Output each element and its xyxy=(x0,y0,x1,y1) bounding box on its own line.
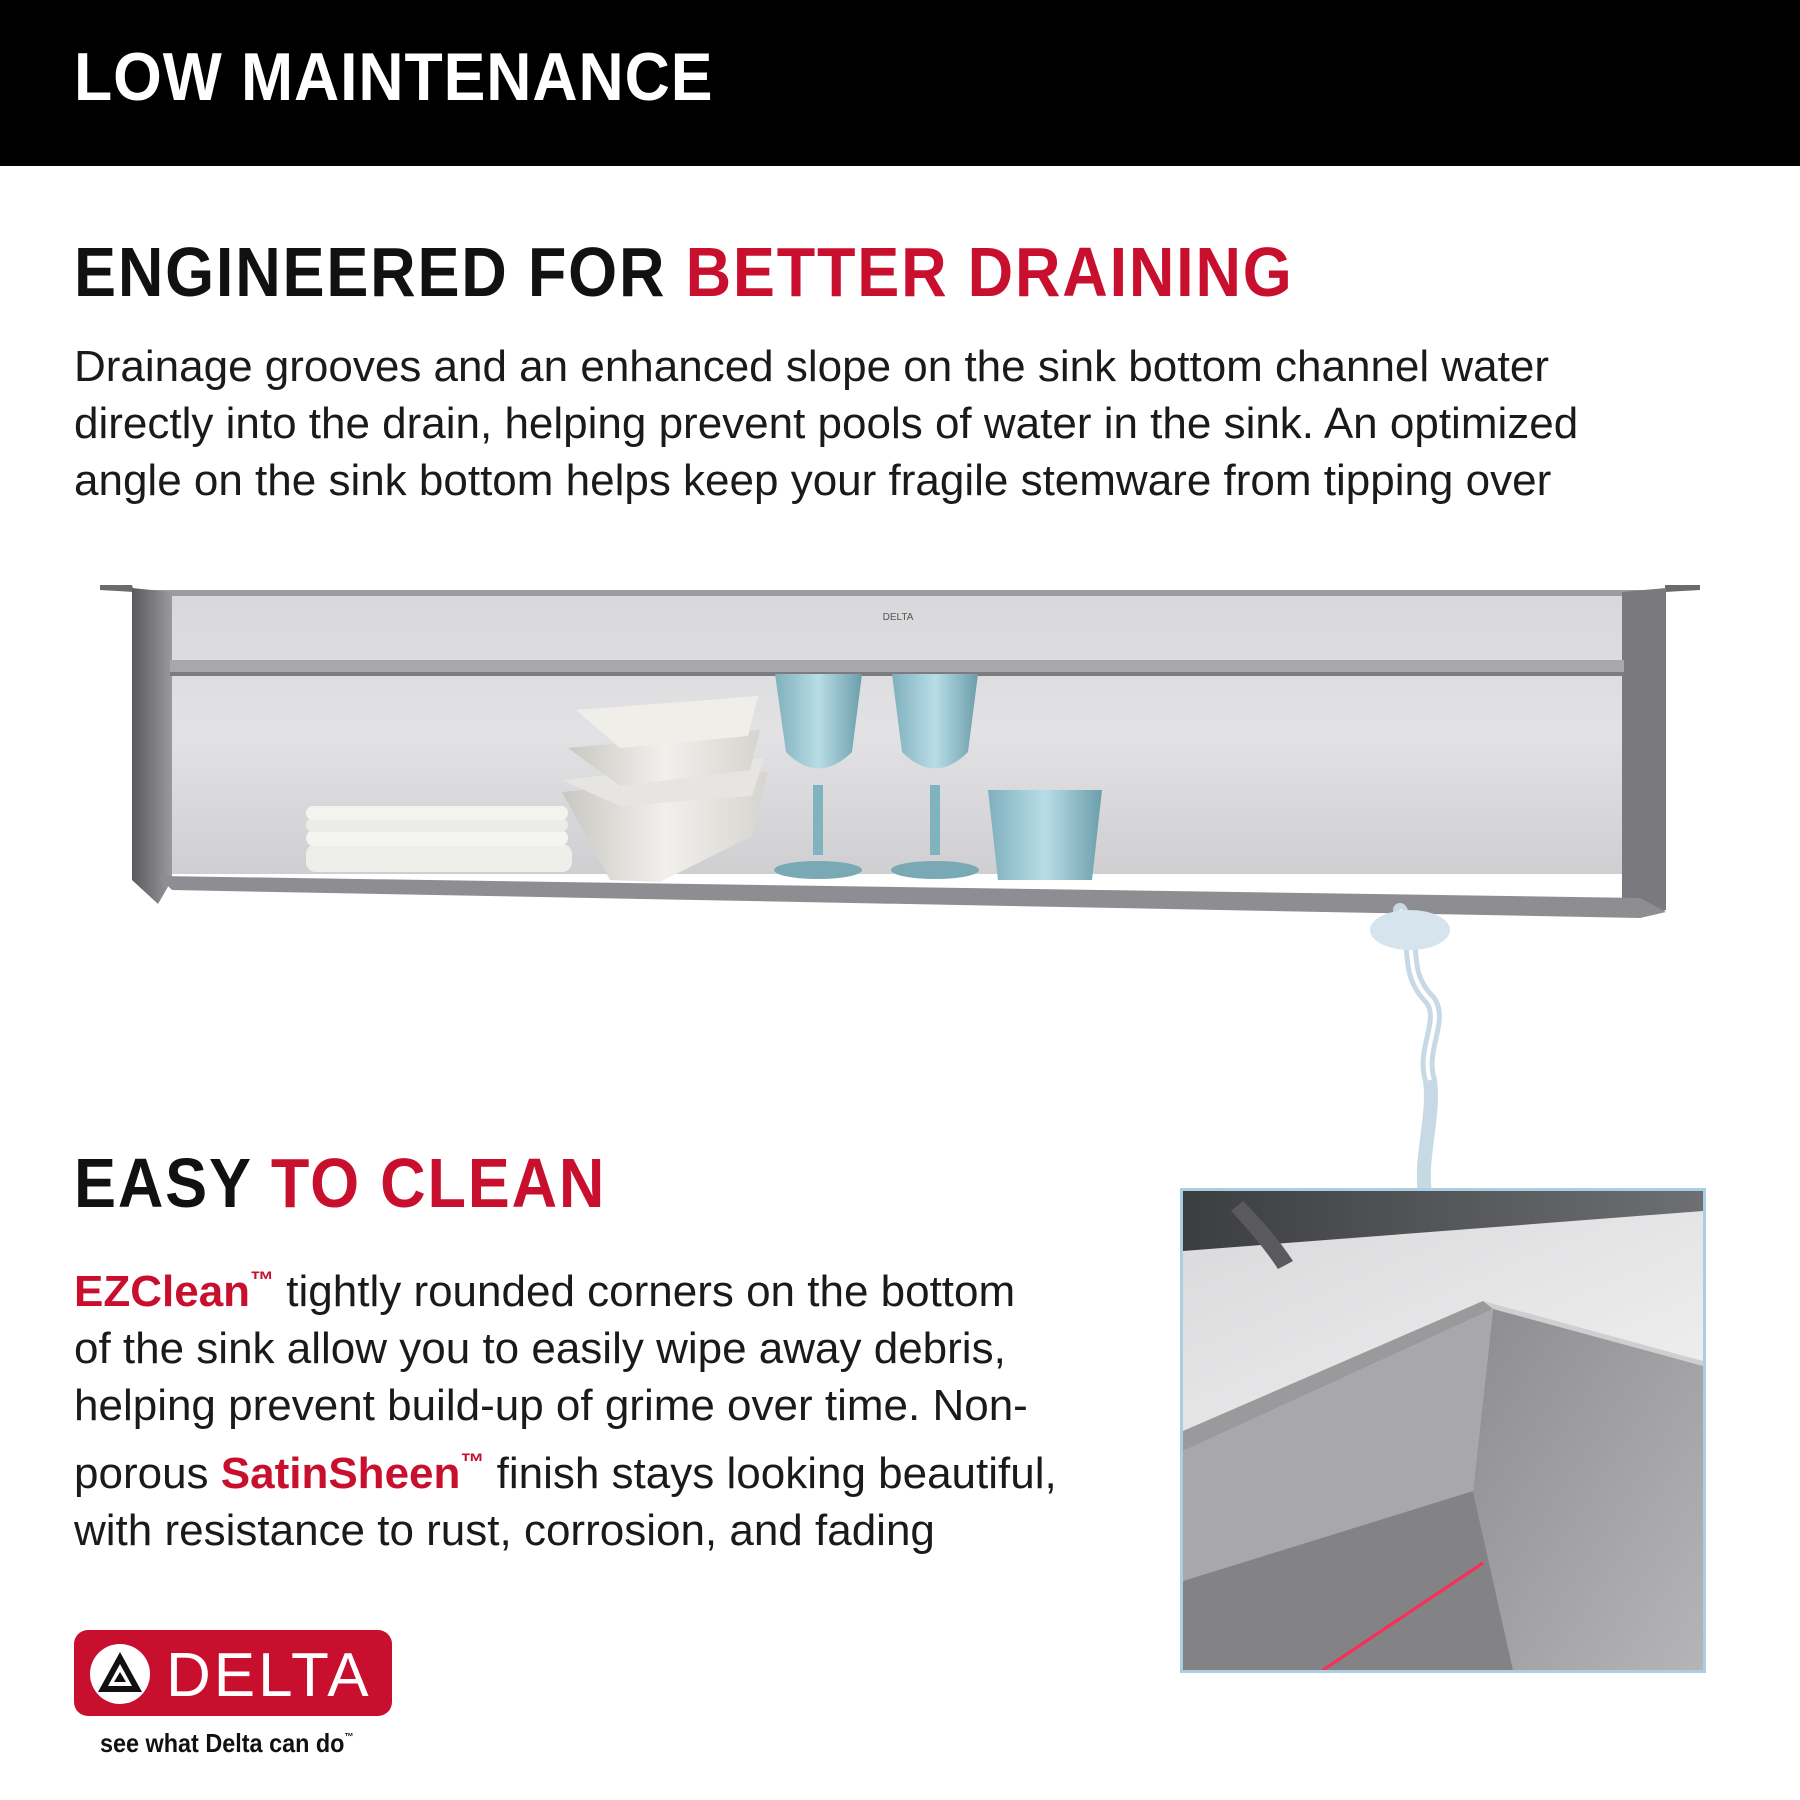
drain-heading-accent: BETTER DRAINING xyxy=(685,233,1294,311)
logo-wordmark: DELTA xyxy=(166,1641,372,1710)
satinsheen-trademark: ™ xyxy=(460,1449,485,1476)
satinsheen-brand: SatinSheen xyxy=(220,1449,461,1498)
drain-description xyxy=(74,338,1774,509)
clean-line-1 xyxy=(74,1252,1074,1320)
delta-logo xyxy=(74,1630,394,1720)
clean-line-4 xyxy=(74,1434,1074,1502)
drain-heading xyxy=(74,232,1294,312)
drain-line-3: angle on the sink bottom helps keep your fragile stemware from tipping over xyxy=(74,456,1552,505)
water-stream xyxy=(1370,910,1450,1200)
clean-line-3: helping prevent build-up of grime over time. Non- xyxy=(74,1381,1028,1430)
tagline-trademark: ™ xyxy=(344,1732,354,1743)
clean-heading-plain: EASY xyxy=(74,1144,271,1222)
clean-line-4-text: finish stays looking beautiful, xyxy=(484,1449,1057,1498)
sink-corner-photo xyxy=(1180,1188,1706,1673)
clean-line-1-text: tightly rounded corners on the bottom xyxy=(274,1267,1016,1316)
clean-line-5: with resistance to rust, corrosion, and fading xyxy=(74,1506,935,1555)
clean-line-4-pre: porous xyxy=(74,1449,221,1498)
tumbler-glass xyxy=(988,790,1102,880)
clean-description xyxy=(74,1252,1074,1559)
sink-cross-section-illustration xyxy=(100,580,1700,1220)
drain-line-1: Drainage grooves and an enhanced slope on the sink bottom channel water xyxy=(74,342,1549,391)
sink-brand-mark: DELTA xyxy=(882,612,914,623)
page-title: LOW MAINTENANCE xyxy=(74,39,714,115)
delta-triangle-icon xyxy=(88,1642,152,1706)
drain-line-2: directly into the drain, helping prevent pools of water in the sink. An optimized xyxy=(74,399,1579,448)
tagline-text: see what Delta can do xyxy=(100,1728,345,1758)
plates-stack xyxy=(306,806,572,872)
clean-line-2: of the sink allow you to easily wipe away debris, xyxy=(74,1324,1006,1373)
drain-heading-plain: ENGINEERED FOR xyxy=(74,233,686,311)
tagline xyxy=(100,1728,353,1759)
ezclean-trademark: ™ xyxy=(250,1267,275,1294)
ezclean-brand: EZClean xyxy=(74,1267,251,1316)
clean-heading xyxy=(74,1143,606,1223)
header-bar xyxy=(0,0,1800,166)
clean-heading-accent: TO CLEAN xyxy=(270,1144,607,1222)
